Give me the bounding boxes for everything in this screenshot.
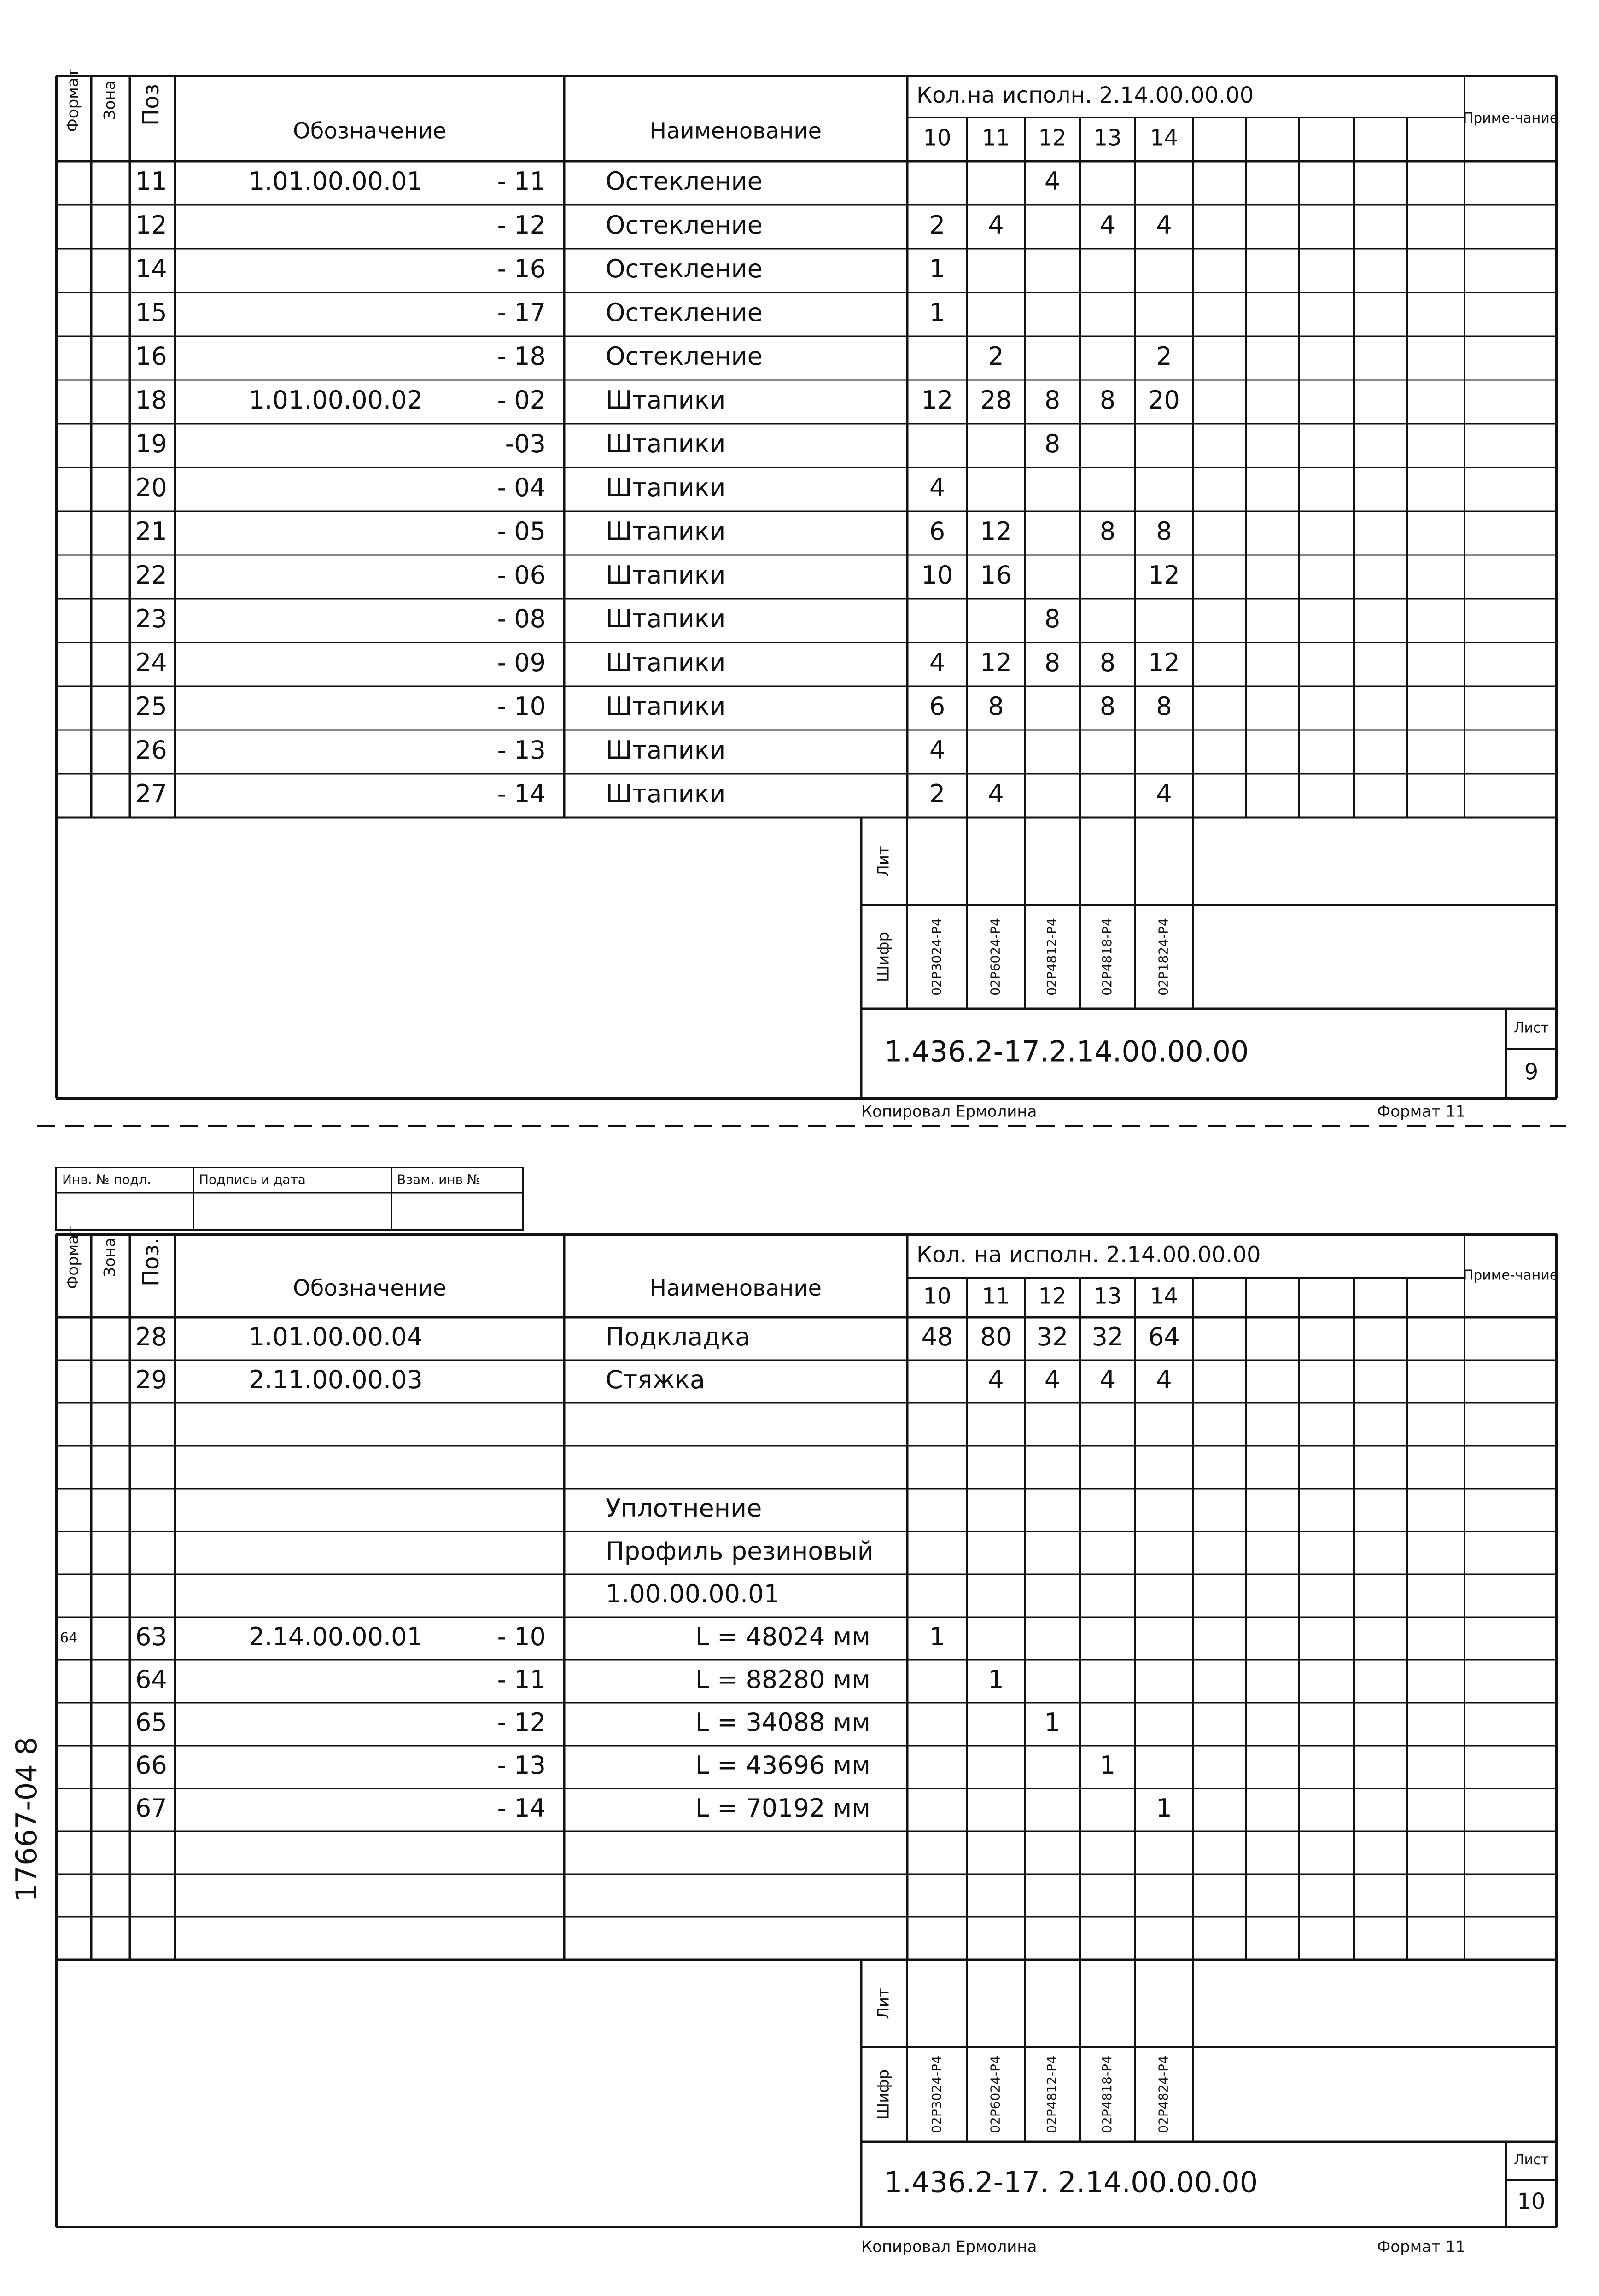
row-quantity: 8 xyxy=(988,692,1004,721)
row-quantity: 20 xyxy=(1148,386,1180,415)
row-name: Профиль резиновый xyxy=(606,1537,874,1566)
row-position: 67 xyxy=(135,1794,167,1823)
table-row xyxy=(135,473,945,502)
row-quantity: 2 xyxy=(929,779,945,809)
row-position: 64 xyxy=(135,1665,167,1694)
row-designation: 2.11.00.00.03 xyxy=(249,1365,423,1395)
row-designation-suffix: - 11 xyxy=(497,1665,546,1694)
row-quantity: 8 xyxy=(1099,648,1116,678)
row-name: Остекление xyxy=(606,298,763,327)
row-quantity: 4 xyxy=(929,736,945,765)
stamp-code: 02Р4818-Р4 xyxy=(1099,2056,1115,2133)
row-position: 65 xyxy=(135,1708,167,1737)
table-row xyxy=(135,298,945,327)
row-quantity: 1 xyxy=(988,1665,1004,1694)
row-quantity: 4 xyxy=(988,779,1004,809)
specification-sheet-9 xyxy=(37,69,1566,1126)
table-row xyxy=(135,779,1172,808)
row-quantity: 4 xyxy=(1099,1365,1116,1395)
row-position: 29 xyxy=(135,1365,167,1395)
row-quantity: 2 xyxy=(988,342,1004,371)
row-quantity: 8 xyxy=(1099,517,1116,546)
row-quantity: 12 xyxy=(1148,648,1180,678)
row-designation-suffix: - 16 xyxy=(497,254,546,284)
row-quantity: 1 xyxy=(929,1622,945,1652)
stamp-code: 02Р4818-Р4 xyxy=(1099,918,1115,996)
row-quantity: 12 xyxy=(980,648,1012,678)
row-quantity: 8 xyxy=(1099,386,1116,415)
row-quantity: 12 xyxy=(980,517,1012,546)
row-quantity: 6 xyxy=(929,517,945,546)
row-name: Штапики xyxy=(606,561,726,590)
row-position: 28 xyxy=(135,1322,167,1352)
row-quantity: 8 xyxy=(1044,386,1061,415)
row-position: 63 xyxy=(135,1622,167,1652)
row-name: L = 43696 мм xyxy=(695,1751,870,1780)
table-row xyxy=(135,648,1180,677)
header-variant: 11 xyxy=(981,125,1010,151)
row-name: Штапики xyxy=(606,692,726,721)
stamp-code: 02Р4812-Р4 xyxy=(1044,2056,1059,2133)
row-quantity: 4 xyxy=(1156,1365,1172,1395)
stamp-code: 02Р4812-Р4 xyxy=(1044,918,1059,996)
table-row xyxy=(135,210,1172,240)
row-position: 14 xyxy=(135,254,167,284)
row-quantity: 80 xyxy=(980,1322,1012,1352)
stamp-lit-label: Лит xyxy=(874,1988,893,2019)
header-variant: 12 xyxy=(1038,1283,1067,1309)
row-name: Штапики xyxy=(606,604,726,634)
table-row xyxy=(606,1579,780,1608)
header-variant: 10 xyxy=(923,1283,951,1309)
row-position: 18 xyxy=(135,386,167,415)
row-quantity: 8 xyxy=(1044,429,1061,459)
row-position: 22 xyxy=(135,561,167,590)
row-designation-suffix: - 08 xyxy=(497,604,546,634)
row-name: Штапики xyxy=(606,473,726,502)
header-note: Приме-чание xyxy=(1463,110,1558,126)
table-row xyxy=(135,386,1180,415)
stamp-cipher-label: Шифр xyxy=(874,2069,893,2120)
row-quantity: 4 xyxy=(1044,1365,1061,1395)
row-quantity: 4 xyxy=(929,473,945,502)
row-designation: 1.01.00.00.01 xyxy=(249,167,423,196)
row-quantity: 12 xyxy=(921,386,953,415)
table-row xyxy=(606,1537,874,1566)
inventory-stamp: 17667-04 8 xyxy=(10,1737,44,1902)
header-pos: Поз. xyxy=(138,1237,164,1287)
row-name: Подкладка xyxy=(606,1322,751,1352)
sheet-number: 10 xyxy=(1517,2189,1546,2215)
row-designation: 2.14.00.00.01 xyxy=(249,1622,423,1652)
row-name: L = 34088 мм xyxy=(695,1708,870,1737)
row-position: 11 xyxy=(135,167,167,196)
row-name: Остекление xyxy=(606,254,763,284)
table-row xyxy=(135,692,1172,721)
sheet-number: 9 xyxy=(1524,1059,1539,1085)
row-designation-suffix: - 14 xyxy=(497,1794,546,1823)
row-designation-suffix: - 13 xyxy=(497,1751,546,1780)
sheet-label: Лист xyxy=(1513,1020,1549,1036)
stamp-code: 02Р6024-Р4 xyxy=(987,2056,1003,2133)
header-variant: 14 xyxy=(1150,1283,1179,1309)
table-row xyxy=(135,517,1172,546)
row-position: 66 xyxy=(135,1751,167,1780)
header-variant: 11 xyxy=(981,1283,1010,1309)
row-designation-suffix: - 12 xyxy=(497,210,546,240)
row-name: Штапики xyxy=(606,779,726,809)
row-name: Штапики xyxy=(606,648,726,678)
row-name: Штапики xyxy=(606,517,726,546)
row-designation-suffix: - 04 xyxy=(497,473,546,502)
row-designation-suffix: - 11 xyxy=(497,167,546,196)
copied-by: Копировал Ермолина xyxy=(861,2238,1037,2256)
header-variant: 13 xyxy=(1093,125,1122,151)
row-quantity: 16 xyxy=(980,561,1012,590)
row-quantity: 32 xyxy=(1036,1322,1068,1352)
table-row xyxy=(135,429,1060,458)
row-quantity: 8 xyxy=(1156,692,1172,721)
row-designation-suffix: - 06 xyxy=(497,561,546,590)
stamp-code: 02Р3024-Р4 xyxy=(929,2056,944,2133)
row-quantity: 10 xyxy=(921,561,953,590)
row-name: Стяжка xyxy=(606,1365,705,1395)
row-name: Уплотнение xyxy=(606,1494,762,1523)
row-quantity: 1 xyxy=(929,254,945,284)
row-quantity: 8 xyxy=(1044,648,1061,678)
stamp-lit-label: Лит xyxy=(874,846,893,877)
row-designation-suffix: - 10 xyxy=(497,1622,546,1652)
header-note: Приме-чание xyxy=(1463,1267,1558,1284)
header-format: Формат xyxy=(64,1226,82,1289)
row-name: 1.00.00.00.01 xyxy=(606,1579,780,1609)
row-designation: 1.01.00.00.02 xyxy=(249,386,423,415)
row-designation-suffix: - 05 xyxy=(497,517,546,546)
row-name: Штапики xyxy=(606,736,726,765)
header-designation: Обозначение xyxy=(292,1275,447,1301)
row-position: 20 xyxy=(135,473,167,502)
row-designation-suffix: - 09 xyxy=(497,648,546,678)
header-pos: Поз xyxy=(138,84,164,126)
row-quantity: 4 xyxy=(929,648,945,678)
row-position: 16 xyxy=(135,342,167,371)
row-designation-suffix: - 14 xyxy=(497,779,546,809)
row-position: 12 xyxy=(135,210,167,240)
table-row xyxy=(135,1794,1172,1823)
row-quantity: 2 xyxy=(929,210,945,240)
header-variant: 12 xyxy=(1038,125,1067,151)
sheet-label: Лист xyxy=(1513,2152,1549,2168)
header-designation: Обозначение xyxy=(292,118,447,144)
row-quantity: 48 xyxy=(921,1322,953,1352)
row-quantity: 8 xyxy=(1156,517,1172,546)
table-row xyxy=(135,604,1060,633)
row-quantity: 1 xyxy=(929,298,945,327)
stamp-code: 02Р3024-Р4 xyxy=(929,918,944,996)
row-designation-suffix: - 12 xyxy=(497,1708,546,1737)
row-quantity: 64 xyxy=(1148,1322,1180,1352)
stamp-code: 02Р4824-Р4 xyxy=(1155,2056,1171,2133)
header-zone: Зона xyxy=(100,80,119,120)
row-position: 19 xyxy=(135,429,167,459)
row-position: 26 xyxy=(135,736,167,765)
header-name: Наименование xyxy=(649,1275,822,1301)
table-row xyxy=(135,561,1180,590)
row-position: 25 xyxy=(135,692,167,721)
row-quantity: 4 xyxy=(988,1365,1004,1395)
stamp-code: 02Р6024-Р4 xyxy=(987,918,1003,996)
copied-by: Копировал Ермолина xyxy=(861,1102,1037,1121)
table-row xyxy=(135,1751,1115,1780)
row-quantity: 4 xyxy=(1099,210,1116,240)
row-quantity: 12 xyxy=(1148,561,1180,590)
format-label: Формат 11 xyxy=(1377,2238,1466,2256)
row-position: 24 xyxy=(135,648,167,678)
inventory-label: Инв. № подл. xyxy=(62,1172,152,1187)
row-name: L = 88280 мм xyxy=(695,1665,870,1694)
row-designation-suffix: -03 xyxy=(505,429,546,459)
row-quantity: 1 xyxy=(1099,1751,1116,1780)
row-name: Остекление xyxy=(606,342,763,371)
table-row xyxy=(135,1708,1060,1737)
row-name: Штапики xyxy=(606,429,726,459)
row-name: Остекление xyxy=(606,210,763,240)
row-quantity: 8 xyxy=(1099,692,1116,721)
row-name: L = 70192 мм xyxy=(695,1794,870,1823)
row-quantity: 1 xyxy=(1156,1794,1172,1823)
header-variant: 13 xyxy=(1093,1283,1122,1309)
header-quantity: Кол.на исполн. 2.14.00.00.00 xyxy=(916,82,1254,108)
row-designation-suffix: - 13 xyxy=(497,736,546,765)
row-designation-suffix: - 02 xyxy=(497,386,546,415)
specification-sheet-10 xyxy=(10,1168,1558,2256)
replacement-label: Взам. инв № xyxy=(397,1172,481,1187)
row-designation-suffix: - 18 xyxy=(497,342,546,371)
table-row xyxy=(135,736,945,765)
table-row xyxy=(135,167,1060,196)
header-format: Формат xyxy=(64,68,82,132)
row-name: L = 48024 мм xyxy=(695,1622,870,1652)
row-position: 23 xyxy=(135,604,167,634)
row-quantity: 4 xyxy=(1156,210,1172,240)
table-row xyxy=(135,254,945,283)
header-variant: 10 xyxy=(923,125,951,151)
row-designation-suffix: - 17 xyxy=(497,298,546,327)
row-position: 15 xyxy=(135,298,167,327)
table-row xyxy=(135,342,1172,371)
row-designation: 1.01.00.00.04 xyxy=(249,1322,423,1352)
row-quantity: 4 xyxy=(1156,779,1172,809)
row-name: Остекление xyxy=(606,167,763,196)
row-name: Штапики xyxy=(606,386,726,415)
table-row xyxy=(135,1322,1180,1351)
table-row xyxy=(135,1365,1172,1394)
header-quantity: Кол. на исполн. 2.14.00.00.00 xyxy=(916,1242,1261,1268)
row-quantity: 6 xyxy=(929,692,945,721)
row-quantity: 4 xyxy=(988,210,1004,240)
signature-label: Подпись и дата xyxy=(199,1172,306,1187)
header-zone: Зона xyxy=(100,1238,119,1277)
row-format: 64 xyxy=(60,1630,78,1646)
row-quantity: 28 xyxy=(980,386,1012,415)
format-label: Формат 11 xyxy=(1377,1102,1466,1121)
table-row xyxy=(60,1622,945,1651)
row-quantity: 32 xyxy=(1091,1322,1124,1352)
row-quantity: 1 xyxy=(1044,1708,1061,1737)
row-quantity: 8 xyxy=(1044,604,1061,634)
row-position: 21 xyxy=(135,517,167,546)
document-number: 1.436.2-17.2.14.00.00.00 xyxy=(884,1034,1249,1069)
row-designation-suffix: - 10 xyxy=(497,692,546,721)
header-name: Наименование xyxy=(649,118,822,144)
row-quantity: 4 xyxy=(1044,167,1061,196)
table-row xyxy=(606,1494,762,1523)
header-variant: 14 xyxy=(1150,125,1179,151)
row-quantity: 2 xyxy=(1156,342,1172,371)
table-row xyxy=(135,1665,1004,1694)
row-position: 27 xyxy=(135,779,167,809)
document-number: 1.436.2-17. 2.14.00.00.00 xyxy=(884,2165,1258,2199)
stamp-cipher-label: Шифр xyxy=(874,931,893,982)
stamp-code: 02Р1824-Р4 xyxy=(1155,918,1171,996)
